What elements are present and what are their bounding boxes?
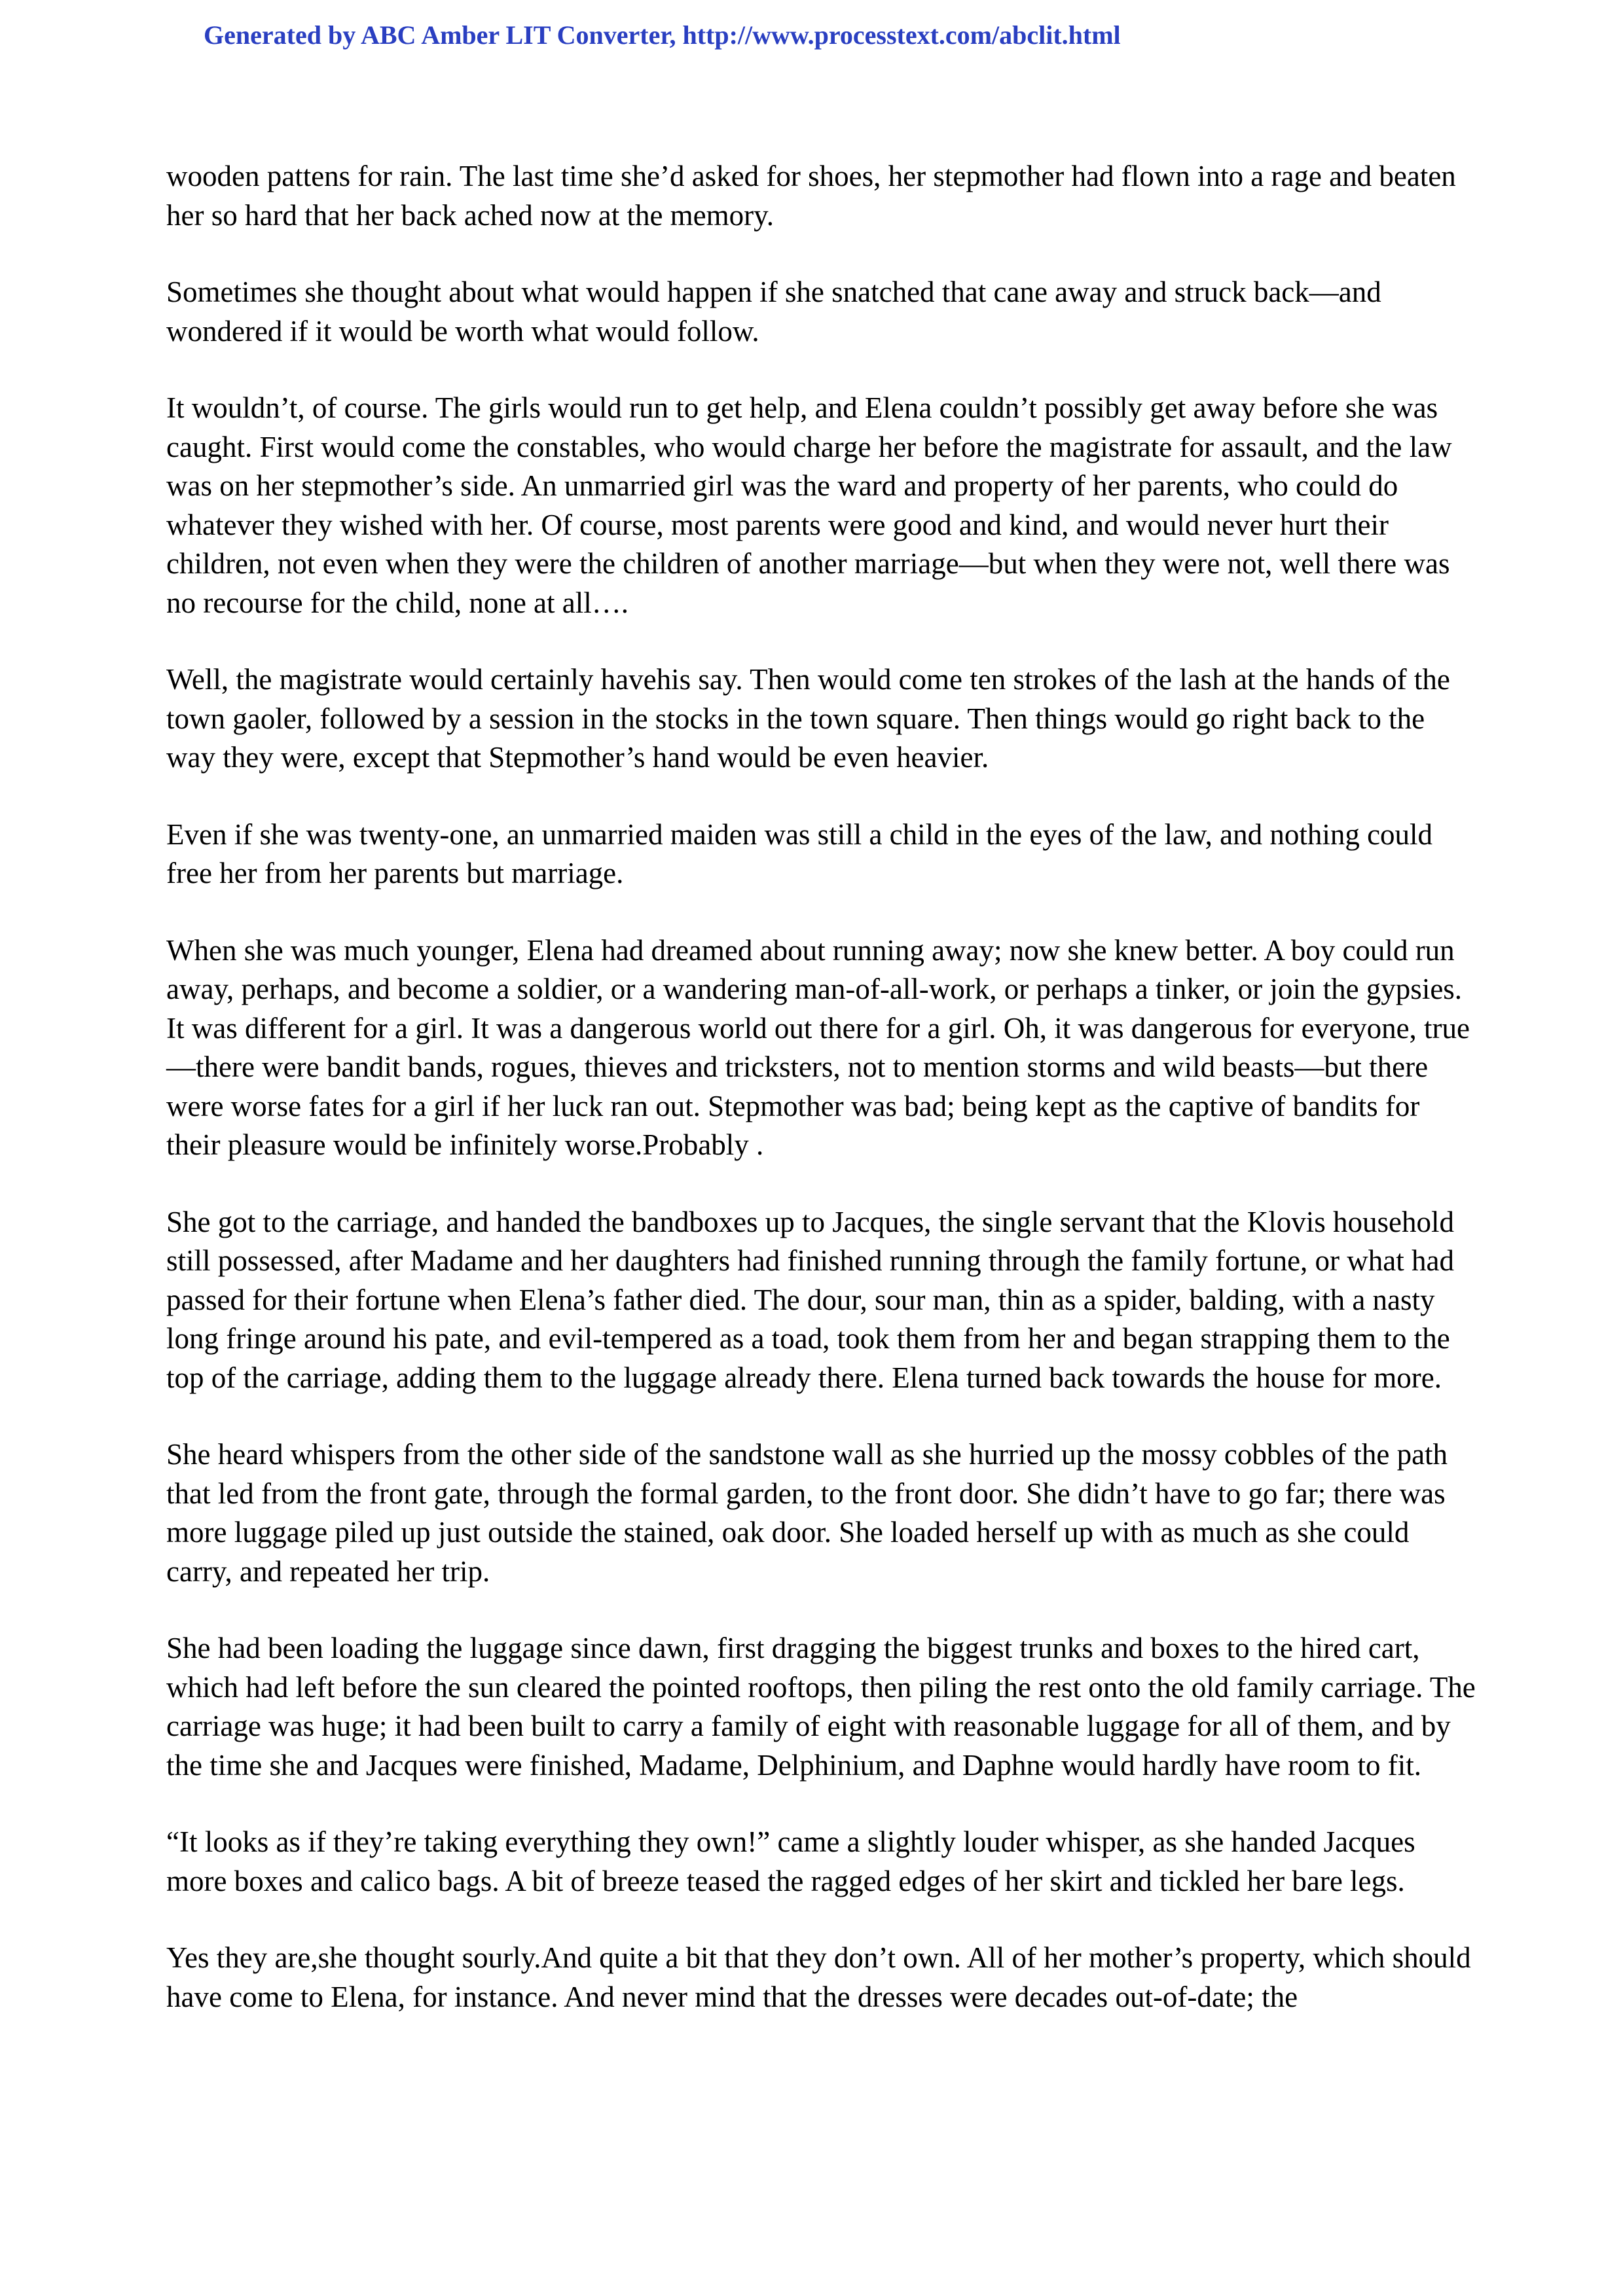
paragraph: Sometimes she thought about what would happen if she snatched that cane away and struck back—and wondered if it would be worth what would follow. — [166, 276, 1381, 348]
paragraph: When she was much younger, Elena had dreamed about running away; now she knew better. A boy could run away, perhaps, and become a soldier, or a wandering man-of-all-work, or perhaps a tinker, or join the gypsies. It was different for a girl. It was a dangerous world out there for a girl. Oh, it was dangerous for everyone, true—there were bandit bands, rogues, thieves and tricksters, not to mention storms and wild beasts—but there were worse fates for a girl if her luck ran out. Stepmother was bad; being kept as the captive of bandits for their pleasure would be infinitely worse.Probably . — [166, 933, 1470, 1161]
document-body — [166, 157, 1476, 2054]
paragraph: She got to the carriage, and handed the bandboxes up to Jacques, the single servant that the Klovis household still possessed, after Madame and her daughters had finished running through the family fortune, or what had passed for their fortune when Elena’s father died. The dour, sour man, thin as a spider, balding, with a nasty long fringe around his pate, and evil-tempered as a toad, took them from her and began strapping them to the top of the carriage, adding them to the luggage already there. Elena turned back towards the house for more. — [166, 1205, 1455, 1394]
paragraph: It wouldn’t, of course. The girls would run to get help, and Elena couldn’t possibly get away before she was caught. First would come the constables, who would charge her before the magistrate for assault, and the law was on her stepmother’s side. An unmarried girl was the ward and property of her parents, who could do whatever they wished with her. Of course, most parents were good and kind, and would never hurt their children, not even when they were the children of another marriage—but when they were not, well there was no recourse for the child, none at all…. — [166, 391, 1452, 619]
paragraph: wooden pattens for rain. The last time she’d asked for shoes, her stepmother had flown into a rage and beaten her so hard that her back ached now at the memory. — [166, 160, 1456, 232]
paragraph: She had been loading the luggage since dawn, first dragging the biggest trunks and boxes to the hired cart, which had left before the sun cleared the pointed rooftops, then piling the rest onto the old family carriage. The carriage was huge; it had been built to carry a family of eight with reasonable luggage for all of them, and by the time she and Jacques were finished, Madame, Delphinium, and Daphne would hardly have room to fit. — [166, 1632, 1476, 1782]
paragraph: Well, the magistrate would certainly havehis say. Then would come ten strokes of the lash at the hands of the town gaoler, followed by a session in the stocks in the town square. Then things would go right back to the way they were, except that Stepmother’s hand would be even heavier. — [166, 663, 1450, 774]
paragraph: Yes they are,she thought sourly.And quite a bit that they don’t own. All of her mother’s property, which should have come to Elena, for instance. And never mind that the dresses were decades out-of-date; the — [166, 1941, 1471, 2013]
converter-banner: Generated by ABC Amber LIT Converter, http://www.processtext.com/abclit.html — [204, 20, 1121, 50]
paragraph: “It looks as if they’re taking everything they own!” came a slightly louder whisper, as she handed Jacques more boxes and calico bags. A bit of breeze teased the ragged edges of her skirt and tickled her bare legs. — [166, 1825, 1415, 1897]
paragraph: She heard whispers from the other side of the sandstone wall as she hurried up the mossy cobbles of the path that led from the front gate, through the formal garden, to the front door. She didn’t have to go far; there was more luggage piled up just outside the stained, oak door. She loaded herself up with as much as she could carry, and repeated her trip. — [166, 1438, 1448, 1588]
paragraph: Even if she was twenty-one, an unmarried maiden was still a child in the eyes of the law, and nothing could free her from her parents but marriage. — [166, 817, 1433, 889]
